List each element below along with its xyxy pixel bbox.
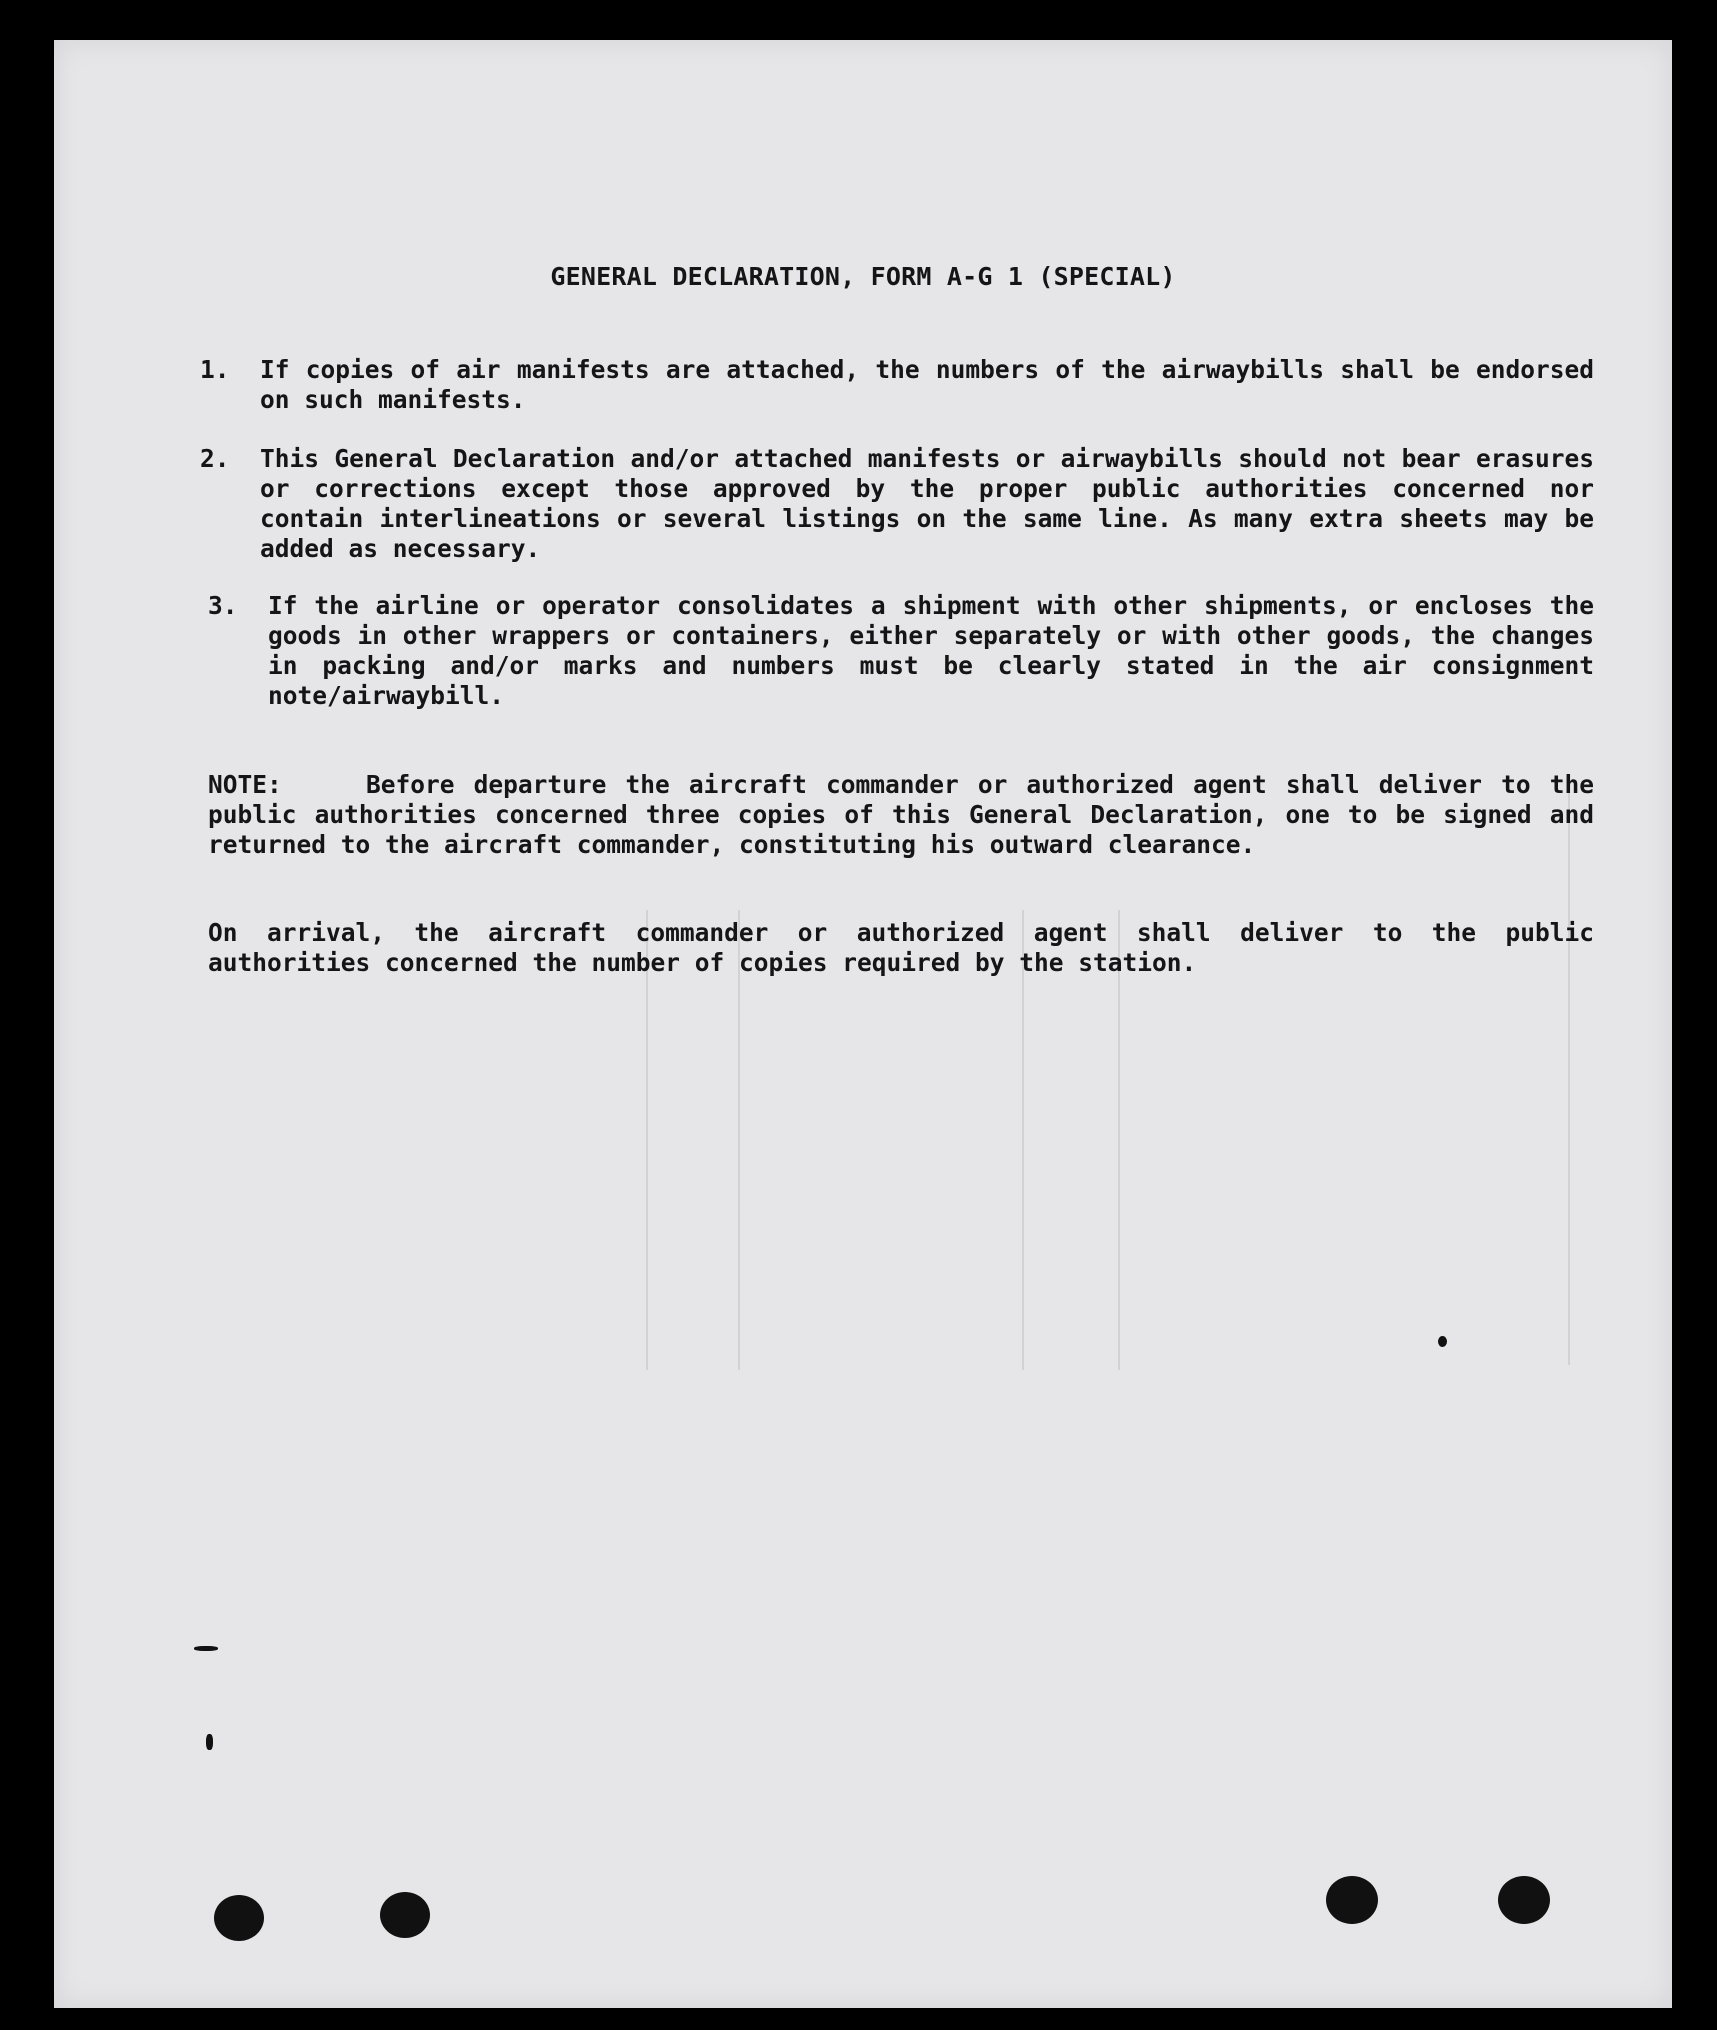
ink-speck xyxy=(194,1646,218,1651)
item-number: 3. xyxy=(208,591,238,620)
ink-speck xyxy=(206,1734,213,1750)
item-number: 2. xyxy=(200,444,230,473)
list-item xyxy=(200,355,1594,415)
note-paragraph xyxy=(208,770,1594,860)
item-text: This General Declaration and/or attached manifests or airwaybills should not bear erasures or corrections except those approved by the proper public authorities concerned nor contain interlineations or several listings on the same line. As many extra sheets may be added as necessary. xyxy=(260,444,1594,563)
arrival-paragraph: On arrival, the aircraft commander or authorized agent shall deliver to the public authorities concerned the number of copies required by the station. xyxy=(208,918,1594,977)
item-text: If the airline or operator consolidates a shipment with other shipments, or encloses the goods in other wrappers or containers, either separately or with other goods, the changes in packing and/or marks and numbers must be clearly stated in the air consignment note/airwaybill. xyxy=(268,591,1594,710)
list-item xyxy=(208,591,1594,711)
item-number: 1. xyxy=(200,355,230,384)
list-item xyxy=(200,444,1594,564)
bleed-through-line xyxy=(1118,910,1120,1370)
bleed-through-line xyxy=(738,910,740,1370)
bleed-through-line xyxy=(646,910,648,1370)
ink-blot xyxy=(380,1892,430,1938)
document-page xyxy=(54,40,1672,2008)
ink-speck xyxy=(1438,1336,1447,1347)
bleed-through-line xyxy=(1022,910,1024,1370)
note-label: NOTE: xyxy=(208,770,282,799)
ink-blot xyxy=(1326,1876,1378,1924)
ink-blot xyxy=(1498,1876,1550,1924)
item-text: If copies of air manifests are attached, the numbers of the airwaybills shall be endorsed on such manifests. xyxy=(260,355,1594,414)
page-title: GENERAL DECLARATION, FORM A-G 1 (SPECIAL) xyxy=(550,262,1176,291)
note-text: Before departure the aircraft commander or authorized agent shall deliver to the public authorities concerned three copies of this General Declaration, one to be signed and returned to the aircraft commander, constituting his outward clearance. xyxy=(208,770,1594,859)
bleed-through-line xyxy=(1568,775,1570,1365)
ink-blot xyxy=(214,1895,264,1941)
